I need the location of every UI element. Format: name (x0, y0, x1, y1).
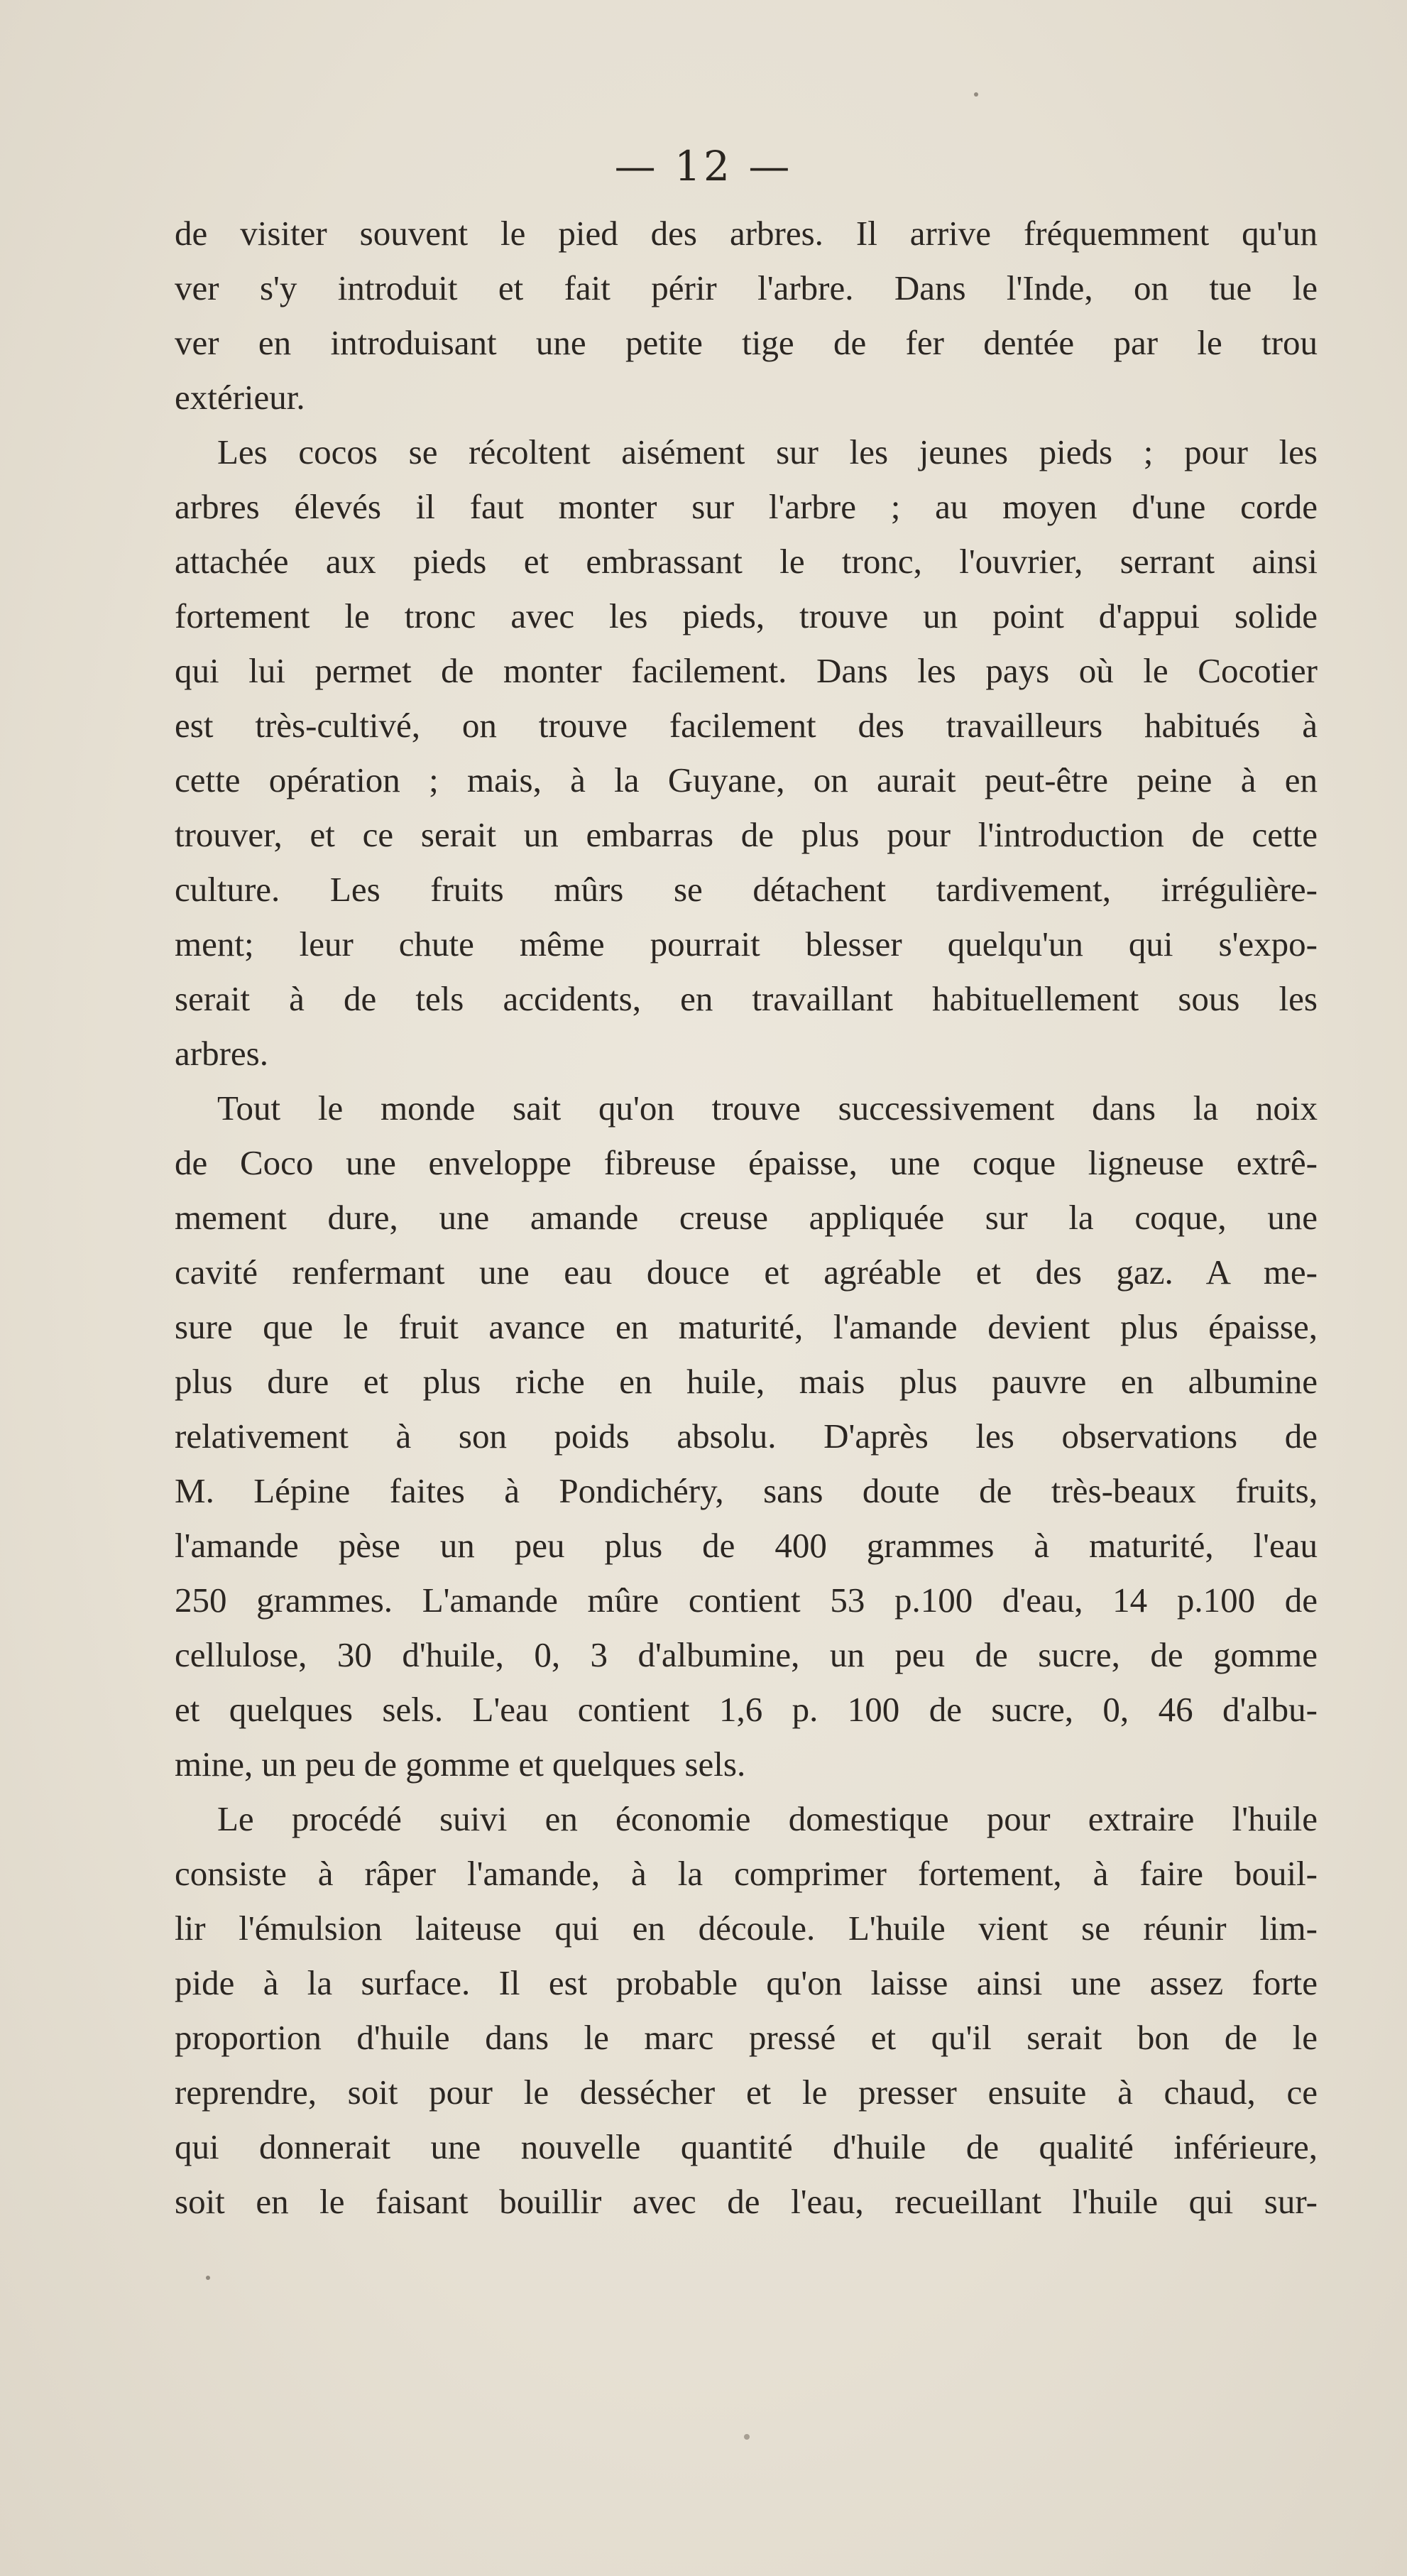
text-line: soit en le faisant bouillir avec de l'eau, recueillant l'huile qui sur- (175, 2182, 1318, 2221)
text-line: arbres. (175, 1034, 268, 1073)
print-speck (206, 2276, 210, 2280)
text-line: M. Lépine faites à Pondichéry, sans doute de très-beaux fruits, (175, 1471, 1318, 1510)
text-line: reprendre, soit pour le dessécher et le presser ensuite à chaud, ce (175, 2073, 1318, 2112)
paragraph (175, 1791, 1318, 2229)
paragraph (175, 425, 1318, 1081)
body-text (175, 206, 1318, 2229)
text-line: pide à la surface. Il est probable qu'on laisse ainsi une assez forte (175, 1963, 1318, 2002)
text-line: Tout le monde sait qu'on trouve successivement dans la noix (217, 1088, 1318, 1128)
text-line: l'amande pèse un peu plus de 400 grammes à maturité, l'eau (175, 1526, 1318, 1565)
text-line: sure que le fruit avance en maturité, l'amande devient plus épaisse, (175, 1307, 1318, 1346)
text-line: Le procédé suivi en économie domestique pour extraire l'huile (217, 1799, 1318, 1838)
text-line: est très-cultivé, on trouve facilement des travailleurs habitués à (175, 706, 1318, 745)
text-line: qui donnerait une nouvelle quantité d'huile de qualité inférieure, (175, 2127, 1318, 2166)
text-line: de Coco une enveloppe fibreuse épaisse, une coque ligneuse extrê- (175, 1143, 1318, 1182)
text-line: culture. Les fruits mûrs se détachent tardivement, irrégulière- (175, 870, 1318, 909)
text-line: serait à de tels accidents, en travaillant habituellement sous les (175, 979, 1318, 1018)
text-line: mine, un peu de gomme et quelques sels. (175, 1745, 746, 1784)
text-line: lir l'émulsion laiteuse qui en découle. L'huile vient se réunir lim- (175, 1909, 1318, 1948)
text-line: attachée aux pieds et embrassant le tronc, l'ouvrier, serrant ainsi (175, 542, 1318, 581)
page-number: — 12 — (614, 142, 793, 190)
text-line: cellulose, 30 d'huile, 0, 3 d'albumine, un peu de sucre, de gomme (175, 1635, 1318, 1674)
text-line: arbres élevés il faut monter sur l'arbre ; au moyen d'une corde (175, 487, 1318, 526)
text-line: cavité renfermant une eau douce et agréable et des gaz. A me- (175, 1252, 1318, 1292)
print-speck (744, 2434, 750, 2440)
text-line: proportion d'huile dans le marc pressé et qu'il serait bon de le (175, 2018, 1318, 2057)
text-line: cette opération ; mais, à la Guyane, on aurait peut-être peine à en (175, 760, 1318, 799)
text-line: trouver, et ce serait un embarras de plus pour l'introduction de cette (175, 815, 1318, 854)
text-line: relativement à son poids absolu. D'après les observations de (175, 1417, 1318, 1456)
text-line: de visiter souvent le pied des arbres. Il arrive fréquemment qu'un (175, 214, 1318, 253)
text-line: ment; leur chute même pourrait blesser quelqu'un qui s'expo- (175, 924, 1318, 964)
paragraph (175, 1081, 1318, 1791)
text-line: mement dure, une amande creuse appliquée sur la coque, une (175, 1198, 1318, 1237)
paragraph (175, 206, 1318, 425)
text-line: consiste à râper l'amande, à la comprimer fortement, à faire bouil- (175, 1854, 1318, 1893)
text-line: et quelques sels. L'eau contient 1,6 p. 100 de sucre, 0, 46 d'albu- (175, 1690, 1318, 1729)
text-line: ver s'y introduit et fait périr l'arbre. Dans l'Inde, on tue le (175, 268, 1318, 307)
text-line: plus dure et plus riche en huile, mais plus pauvre en albumine (175, 1362, 1318, 1401)
text-line: extérieur. (175, 378, 305, 417)
text-line: fortement le tronc avec les pieds, trouve un point d'appui solide (175, 596, 1318, 635)
print-speck (974, 92, 978, 97)
text-line: Les cocos se récoltent aisément sur les jeunes pieds ; pour les (217, 432, 1318, 471)
text-line: ver en introduisant une petite tige de fer dentée par le trou (175, 323, 1318, 362)
text-line: 250 grammes. L'amande mûre contient 53 p.100 d'eau, 14 p.100 de (175, 1581, 1318, 1620)
text-line: qui lui permet de monter facilement. Dans les pays où le Cocotier (175, 651, 1318, 690)
